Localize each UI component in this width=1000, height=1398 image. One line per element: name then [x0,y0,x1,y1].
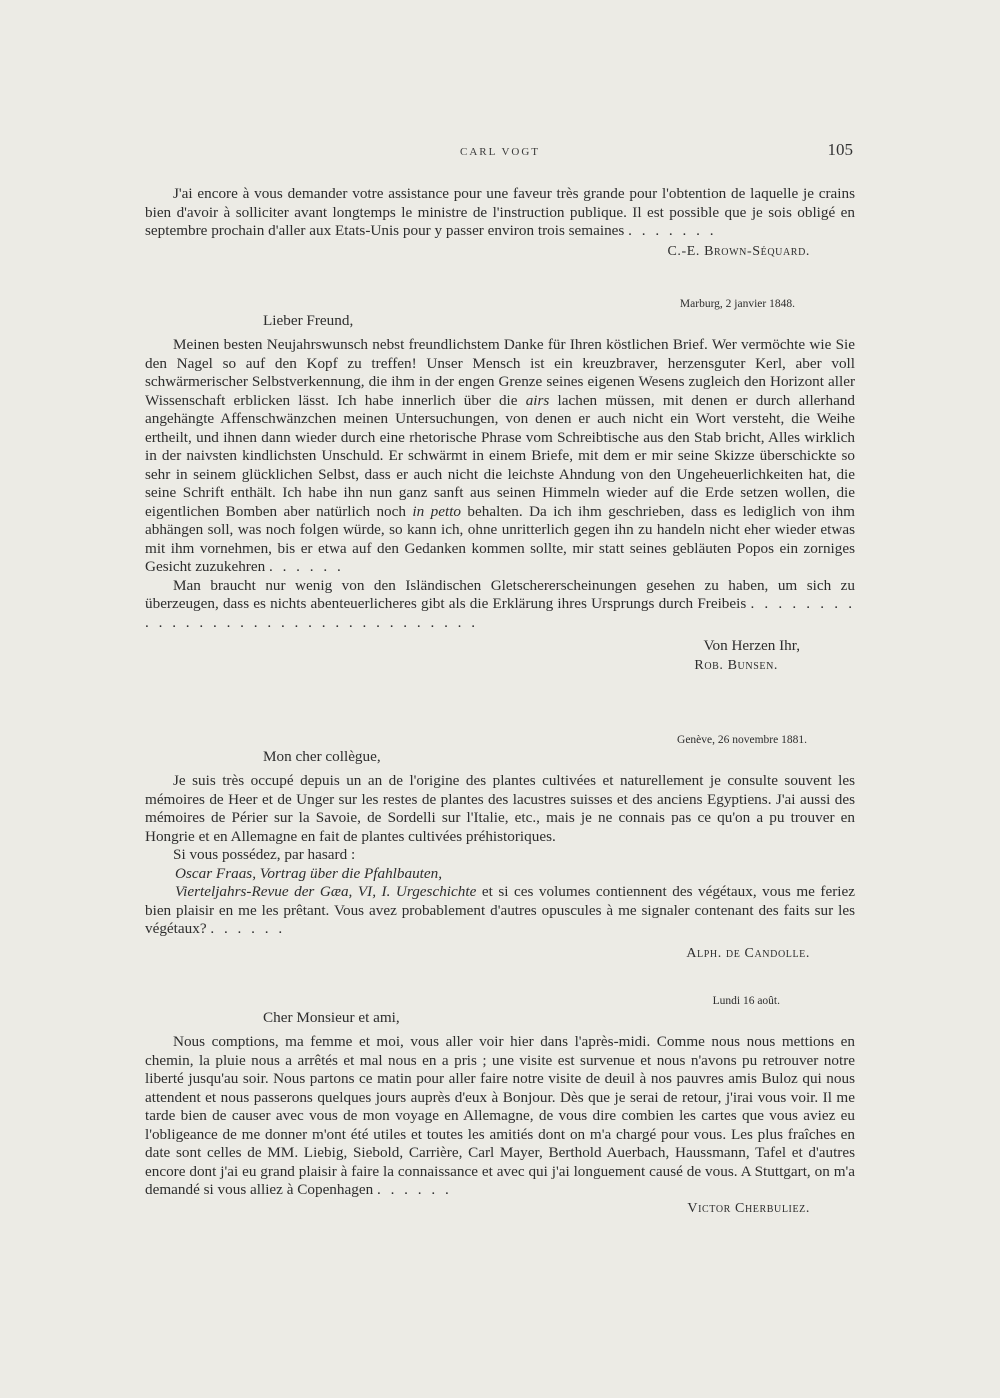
letter-paragraph: Je suis très occupé depuis un an de l'origine des plantes cultivées et naturellement je consulte souvent les mémoires de Heer et de Unger sur les restes de plantes des lacustres suisses et des anciens Egyptiens. J'ai aussi des mémoires de Périer sur la Savoie, de Sordelli sur l'Italie, etc., mais je ne connais pas ce qu'on a pu trouver en Hongrie et en Allemagne en fait de plantes cultivées préhistoriques. [145,772,855,845]
letter-paragraph: Vierteljahrs-Revue der Gæa, VI, I. Urgeschichte et si ces volumes contiennent des végétaux, vous me feriez bien plaisir en me les prêtant. Vous avez probablement d'autres opuscules à me signaler contenant des faits sur les végétaux? . . . . . . [145,883,855,937]
letter-paragraph: Meinen besten Neujahrswunsch nebst freundlichstem Danke für Ihren köstlichen Brief. Wer vermöchte wie Sie den Nagel so auf den Kopf zu treffen! Unser Mensch ist ein kreuzbraver, herzensguter Kerl, aber voll schwärmerischer Selbstverkennung, die ihm in der engen Grenze seines eigenen Wesens zugleich den Horizont aller Wissenschaft erblicken lässt. Ich habe innerlich über die airs lachen müssen, mit denen er durch allerhand angehängte Affenschwänzchen meinen Untersuchungen, von denen er auch nicht ein Wort versteht, die Weihe ertheilt, und ihnen dann wieder durch eine rhetorische Phrase vom Schreibtische aus den Stab bricht, Alles wirklich in der naivsten kindlichsten Unschuld. Er schwärmt in einem Briefe, mit dem er mir seine Skizze überschickte so sehr in seinem glücklichen Selbst, dass er auch nicht die leichste Ahndung von den Ungeheuerlichkeiten hat, die seine Schrift enthält. Ich habe ihn nun ganz sanft aus seinen Himmeln wieder auf die Erde setzen wollen, die eigentlichen Bomben aber natürlich noch in petto behalten. Da ich ihm geschrieben, dass es lediglich von ihm abhängen soll, was noch folgen würde, so kann ich, ohne unritterlich gegen ihn zu handeln nicht eher wieder etwas mit ihm vornehmen, bis er etwa auf den Gedanken kommen sollte, mir statt seines gebläuten Popos ein zorniges Gesicht zuzukehren . . . . . . [145,336,855,575]
page-header [145,140,855,170]
salutation: Cher Monsieur et ami, [263,1009,400,1026]
letter-cherbuliez [145,993,855,1218]
signature: Victor Cherbuliez. [687,1200,810,1216]
place-date: Marburg, 2 janvier 1848. [679,298,795,310]
bibliographic-reference: Oscar Fraas, Vortrag über die Pfahlbauten, [175,864,443,882]
salutation: Lieber Freund, [263,312,354,329]
signature: Alph. de Candolle. [686,945,810,961]
signature: C.-E. Brown-Séquard. [667,243,810,259]
closing: Von Herzen Ihr, [703,637,800,654]
letter-paragraph: Si vous possédez, par hasard : [173,846,356,863]
letter-brown-sequard [145,185,855,261]
salutation: Mon cher collègue, [263,748,381,765]
place-date: Lundi 16 août. [712,995,780,1007]
letter-bunsen [145,296,855,675]
letter-paragraph: J'ai encore à vous demander votre assistance pour une faveur très grande pour l'obtention de laquelle je crains bien d'avoir à solliciter avant longtemps le ministre de l'instruction publique. Il est possible que je sois obligé en septembre prochain d'aller aux Etats-Unis pour y passer environ trois semaines . . . . . . . [145,185,855,239]
letter-paragraph: Nous comptions, ma femme et moi, vous aller voir hier dans l'après-midi. Comme nous nous mettions en chemin, la pluie nous a arrêtés et mal nous en a pris ; une visite est survenue et nous n'avons pu retrouver notre liberté jusqu'au soir. Nous partons ce matin pour aller faire notre visite de deuil à nos pauvres amis Buloz qui nous attendent et nous passerons quelques jours auprès d'eux à Bonjour. Dès que je serai de retour, j'irai vous voir. Il me tarde bien de causer avec vous de mon voyage en Allemagne, de vous dire combien les cartes que vous aviez eu l'obligeance de me donner m'ont été utiles et toutes les amitiés dont on m'a chargé pour vous. Les plus fraîches en date sont celles de MM. Liebig, Siebold, Carrière, Carl Mayer, Berthold Auerbach, Haussmann, Tafel et d'autres encore dont j'ai eu grand plaisir à faire la connaissance et avec qui j'ai longuement causé de vous. A Stuttgart, on m'a demandé si vous alliez à Copenhagen . . . . . . [145,1033,855,1198]
letter-de-candolle [145,732,855,963]
place-date: Genève, 26 novembre 1881. [677,734,807,746]
signature: Rob. Bunsen. [694,658,778,673]
running-head: CARL VOGT [459,146,541,158]
page-number: 105 [827,140,853,159]
letter-paragraph: Man braucht nur wenig von den Isländischen Gletschererscheinungen gesehen zu haben, um sich zu überzeugen, dass es nichts abenteuerlicheres gibt als die Erklärung ihres Ursprungs durch Freibeis . . . . . . . . . . . . . . . . . . . . . . . . . . . . . . . . . [145,576,856,631]
